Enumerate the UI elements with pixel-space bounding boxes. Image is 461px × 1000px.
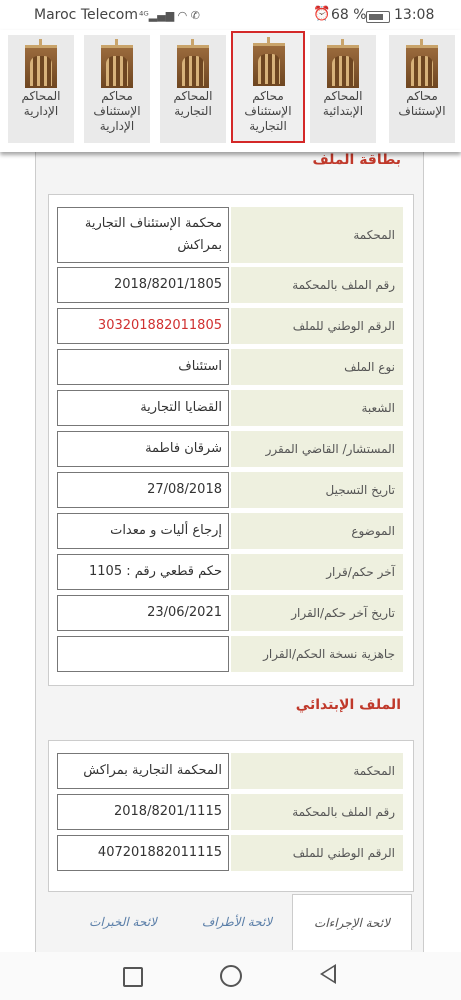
tab-appeal-courts[interactable] <box>389 35 455 143</box>
primary-file-title: الملف الإبتدائي <box>295 697 401 713</box>
clock: 13:08 <box>394 7 435 23</box>
tab-primary-courts[interactable] <box>310 35 376 143</box>
row-label: آخر حكم/قرار <box>231 554 403 590</box>
file-card-row <box>57 554 403 590</box>
file-card-row <box>57 267 403 303</box>
court-tabs-bar <box>0 30 461 152</box>
row-label: تاريخ التسجيل <box>231 472 403 508</box>
national-file-number: 303201882011805 <box>57 308 229 344</box>
tab-parties-list[interactable]: لائحة الأطراف <box>201 915 273 929</box>
row-value: 2018/8201/1805 <box>57 267 229 303</box>
row-label: الشعبة <box>231 390 403 426</box>
primary-file-panel <box>48 740 414 892</box>
tab-label: المحاكم الإدارية <box>21 89 61 118</box>
row-label: الرقم الوطني للملف <box>231 308 403 344</box>
file-card-row <box>57 472 403 508</box>
court-building-icon <box>253 43 285 86</box>
file-card-row <box>57 349 403 385</box>
primary-file-row <box>57 835 403 871</box>
tab-procedures-list[interactable]: لائحة الإجراءات <box>292 894 412 950</box>
file-card-row <box>57 390 403 426</box>
file-card-row <box>57 431 403 467</box>
battery-percent: 68 % <box>331 7 367 23</box>
tab-commercial-appeal-courts[interactable] <box>231 31 305 143</box>
file-card-panel <box>48 194 414 686</box>
main-content[interactable] <box>0 152 461 952</box>
court-building-icon <box>177 45 209 88</box>
row-label: الموضوع <box>231 513 403 549</box>
tab-label: محاكم الإستئناف التجارية <box>244 89 292 133</box>
row-label: نوع الملف <box>231 349 403 385</box>
tab-commercial-courts[interactable] <box>160 35 226 143</box>
row-label: المستشار/ القاضي المقرر <box>231 431 403 467</box>
battery-icon <box>366 11 390 23</box>
status-bar <box>0 0 461 32</box>
recent-apps-icon[interactable] <box>123 967 143 987</box>
tab-expertise-list[interactable]: لائحة الخبرات <box>89 915 157 929</box>
row-value: حكم قطعي رقم : 1105 <box>57 554 229 590</box>
tab-label: المحاكم الإبتدائية <box>322 89 364 118</box>
row-value: 23/06/2021 <box>57 595 229 631</box>
row-value: إرجاع أليات و معدات <box>57 513 229 549</box>
row-value: 407201882011115 <box>57 835 229 871</box>
tab-label: المحاكم التجارية <box>173 89 213 118</box>
row-label: رقم الملف بالمحكمة <box>231 794 403 830</box>
tab-label: محاكم الإستئناف الإدارية <box>93 89 141 133</box>
system-nav-bar <box>0 952 461 1000</box>
back-icon[interactable] <box>320 964 336 984</box>
row-label: تاريخ آخر حكم/القرار <box>231 595 403 631</box>
court-building-icon <box>25 45 57 88</box>
signal-icons: ⁴ᴳ▂▄▆ ◠ ✆ <box>139 9 200 22</box>
row-value: القضايا التجارية <box>57 390 229 426</box>
row-label: جاهزية نسخة الحكم/القرار <box>231 636 403 672</box>
alarm-icon: ⏰ <box>313 6 331 22</box>
row-label: المحكمة <box>231 753 403 789</box>
row-value: 27/08/2018 <box>57 472 229 508</box>
file-card-row <box>57 636 403 672</box>
tab-administrative-courts[interactable] <box>8 35 74 143</box>
home-icon[interactable] <box>220 965 242 987</box>
list-tabs <box>48 894 412 950</box>
row-value: استئناف <box>57 349 229 385</box>
row-label: المحكمة <box>231 207 403 263</box>
row-value: 2018/8201/1115 <box>57 794 229 830</box>
tab-administrative-appeal-courts[interactable] <box>84 35 150 143</box>
court-building-icon <box>327 45 359 88</box>
primary-file-row <box>57 753 403 789</box>
row-value <box>57 636 229 672</box>
court-building-icon <box>101 45 133 88</box>
row-label: الرقم الوطني للملف <box>231 835 403 871</box>
file-card-title: بطاقة الملف <box>312 152 401 168</box>
row-label: رقم الملف بالمحكمة <box>231 267 403 303</box>
file-card-row <box>57 513 403 549</box>
primary-file-row <box>57 794 403 830</box>
carrier-name: Maroc Telecom <box>34 7 139 23</box>
row-value: المحكمة التجارية بمراكش <box>57 753 229 789</box>
tab-label: محاكم الإستئناف <box>398 89 446 118</box>
file-card-row <box>57 308 403 344</box>
row-value: محكمة الإستئناف التجارية بمراكش <box>57 207 229 263</box>
row-value: شرقان فاطمة <box>57 431 229 467</box>
file-card-row <box>57 595 403 631</box>
file-card-row <box>57 207 403 263</box>
court-building-icon <box>406 45 438 88</box>
